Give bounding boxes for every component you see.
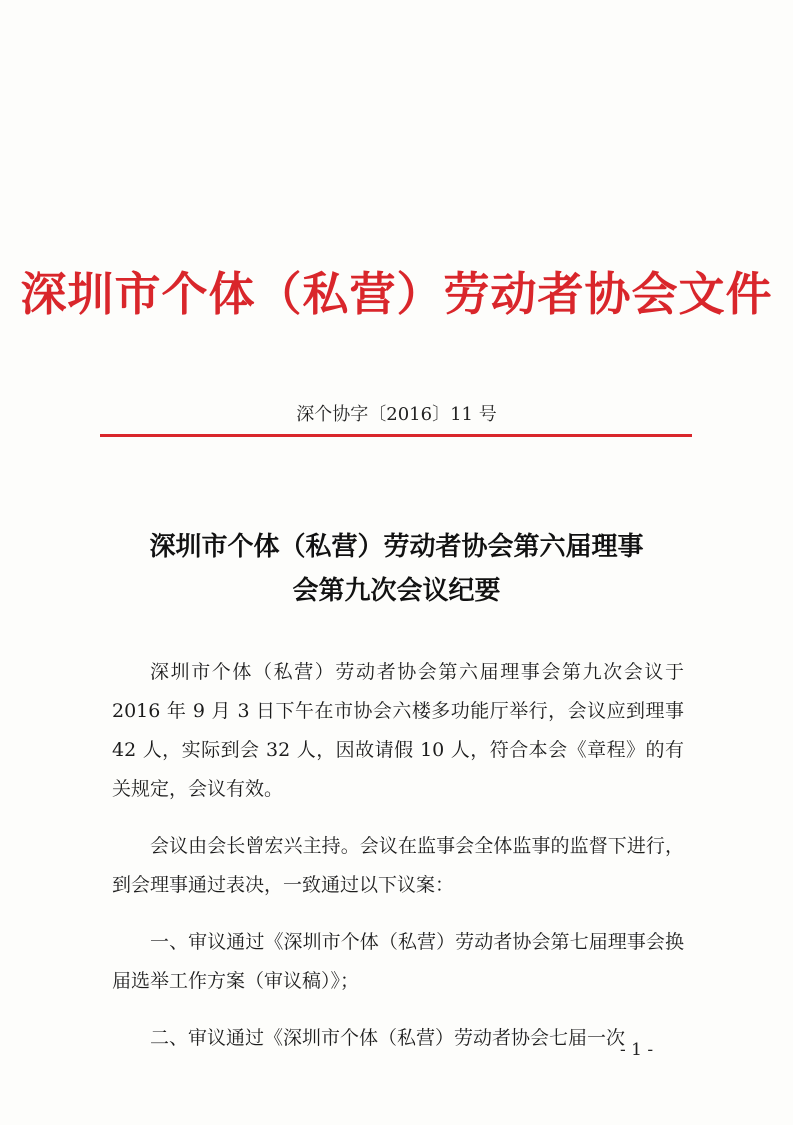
document-body <box>112 653 684 1076</box>
body-paragraph-2: 会议由会长曾宏兴主持。会议在监事会全体监事的监督下进行，到会理事通过表决，一致通过以下议案： <box>112 835 684 896</box>
meeting-title <box>0 525 793 613</box>
document-number: 深个协字〔2016〕11 号 <box>296 404 497 425</box>
body-paragraph-4: 二、审议通过《深圳市个体（私营）劳动者协会七届一次 <box>150 1027 626 1049</box>
red-divider-line <box>100 434 692 437</box>
meeting-title-line-2: 会第九次会议纪要 <box>292 576 501 606</box>
body-paragraph-1: 深圳市个体（私营）劳动者协会第六届理事会第九次会议于 2016 年 9 月 3 日下午在市协会六楼多功能厅举行，会议应到理事 42 人，实际到会 32 人，因故请假 10 人，符合本会《章程》的有关规定，会议有效。 <box>112 661 684 800</box>
page-number: - 1 - <box>620 1040 654 1060</box>
meeting-title-line-1: 深圳市个体（私营）劳动者协会第六届理事 <box>149 532 644 562</box>
document-header-title: 深圳市个体（私营）劳动者协会文件 <box>20 267 773 321</box>
body-paragraph-3: 一、审议通过《深圳市个体（私营）劳动者协会第七届理事会换届选举工作方案（审议稿）》； <box>112 931 684 992</box>
